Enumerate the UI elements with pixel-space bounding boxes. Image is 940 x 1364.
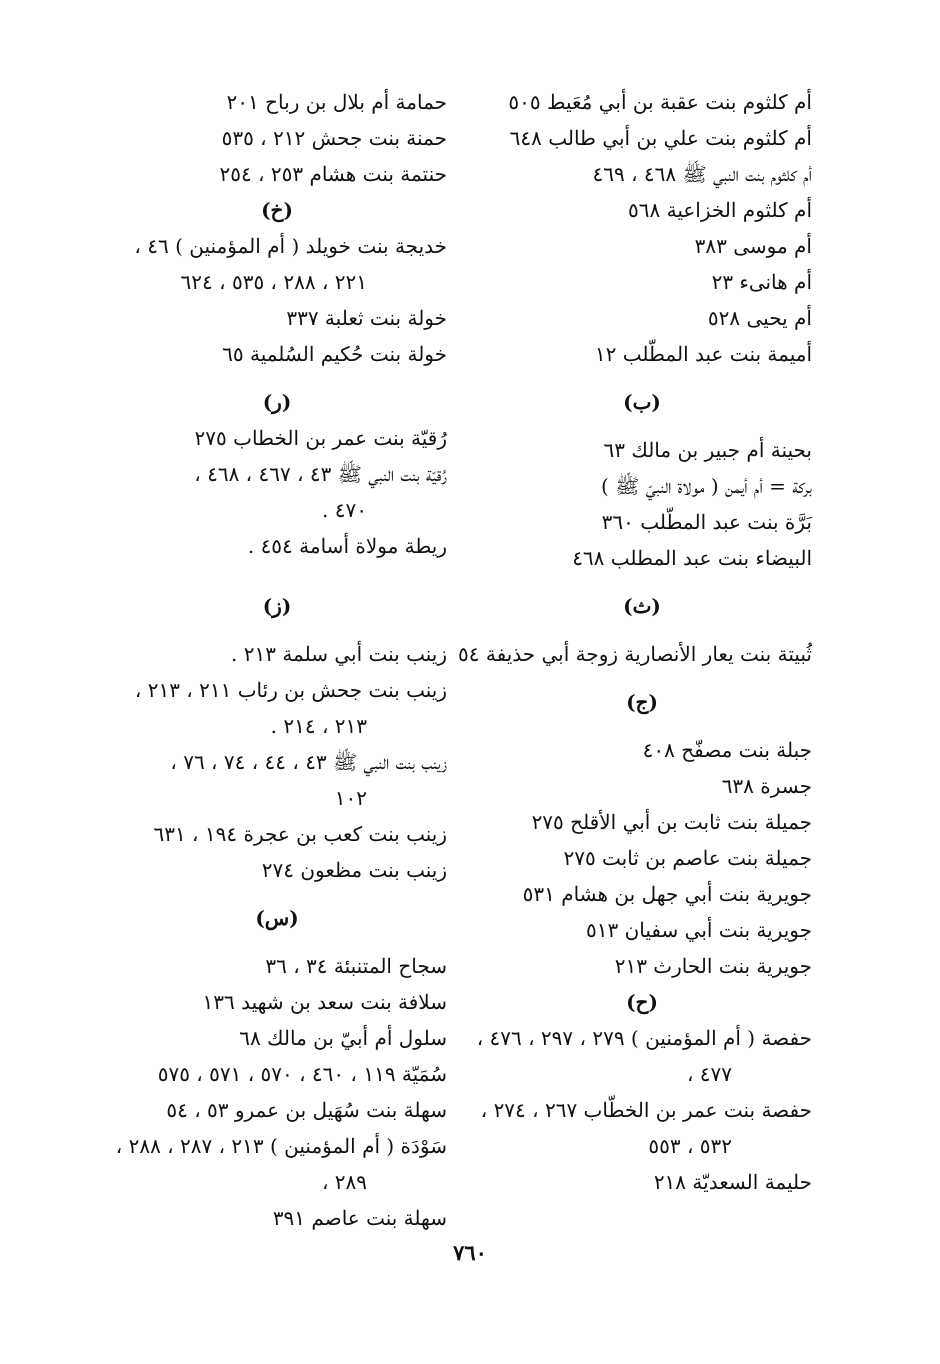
letter-heading-sin: (س) [255, 906, 299, 930]
index-entry: ريطة مولاة أسامة ٤٥٤ . [247, 534, 447, 558]
index-entry: رُقيّة بنت عمر بن الخطاب ٢٧٥ [194, 426, 447, 450]
index-entry: جسرة ٦٣٨ [721, 774, 812, 798]
index-entry: أم موسى ٣٨٣ [694, 234, 812, 258]
letter-heading-ba: (ب) [623, 390, 661, 414]
index-entry: أم كلثوم بنت علي بن أبي طالب ٦٤٨ [509, 126, 812, 150]
index-entry: حفصة ( أم المؤمنين ) ٢٧٩ ، ٢٩٧ ، ٤٧٦ ، [476, 1026, 812, 1050]
index-entry: سهلة بنت سُهَيل بن عمرو ٥٣ ، ٥٤ [166, 1098, 447, 1122]
left-column [107, 84, 447, 1236]
index-entry-continued: ٤٧٠ . [322, 498, 367, 522]
index-entry: حمامة أم بلال بن رباح ٢٠١ [226, 90, 447, 114]
index-entry: جويرية بنت أبي سفيان ٥١٣ [586, 918, 812, 942]
index-entry: زينب بنت مظعون ٢٧٤ [261, 858, 447, 882]
index-entry: حليمة السعديّة ٢١٨ [653, 1170, 812, 1194]
index-entry: أم كلثوم بنت النبي ﷺ ٤٦٨ ، ٤٦٩ [592, 162, 812, 186]
index-entry: أميمة بنت عبد المطّلب ١٢ [594, 342, 812, 366]
index-entry: زينب بنت أبي سلمة ٢١٣ . [231, 642, 447, 666]
index-entry-continued: ٥٣٢ ، ٥٥٣ [648, 1134, 732, 1158]
index-entry: سلافة بنت سعد بن شهيد ١٣٦ [202, 990, 447, 1014]
index-entry: جويرية بنت أبي جهل بن هشام ٥٣١ [522, 882, 812, 906]
index-entry: سجاح المتنبئة ٣٤ ، ٣٦ [265, 954, 447, 978]
index-entry-continued: ٤٧٧ ، [686, 1062, 732, 1086]
index-entry: سهلة بنت عاصم ٣٩١ [272, 1206, 447, 1230]
index-entry: أم يحيى ٥٢٨ [707, 306, 812, 330]
index-entry: حنتمة بنت هشام ٢٥٣ ، ٢٥٤ [219, 162, 447, 186]
index-entry: أم هانىء ٢٣ [711, 270, 812, 294]
letter-heading-ra: (ر) [262, 390, 292, 414]
index-entry: خديجة بنت خويلد ( أم المؤمنين ) ٤٦ ، [134, 234, 447, 258]
index-entry: خولة بنت ثعلبة ٣٣٧ [286, 306, 447, 330]
index-entry: سُمَيّة ١١٩ ، ٤٦٠ ، ٥٧٠ ، ٥٧١ ، ٥٧٥ [157, 1062, 447, 1086]
index-entry: زينب بنت كعب بن عجرة ١٩٤ ، ٦٣١ [153, 822, 447, 846]
index-entry: سَوْدَة ( أم المؤمنين ) ٢١٣ ، ٢٨٧ ، ٢٨٨ ، [115, 1134, 447, 1158]
index-entry: جميلة بنت عاصم بن ثابت ٢٧٥ [563, 846, 812, 870]
index-entry: أم كلثوم بنت عقبة بن أبي مُعَيط ٥٠٥ [508, 90, 812, 114]
index-entry: جبلة بنت مصفّح ٤٠٨ [642, 738, 812, 762]
index-entry: حفصة بنت عمر بن الخطّاب ٢٦٧ ، ٢٧٤ ، [480, 1098, 812, 1122]
index-entry-continued: ١٠٢ [334, 786, 367, 810]
index-entry: جميلة بنت ثابت بن أبي الأقلح ٢٧٥ [531, 810, 812, 834]
index-entry: سلول أم أبيّ بن مالك ٦٨ [239, 1026, 447, 1050]
index-entry: ثُبيتة بنت يعار الأنصارية زوجة أبي حذيفة ٥٤ [458, 642, 812, 666]
index-entry-continued: ٢٨٩ ، [321, 1170, 367, 1194]
index-entry: بَرَّة بنت عبد المطّلب ٣٦٠ [601, 510, 812, 534]
index-entry: رُقيّة بنت النبي ﷺ ٤٣ ، ٤٦٧ ، ٤٦٨ ، [194, 462, 447, 486]
letter-heading-zay: (ز) [262, 594, 292, 618]
right-column [458, 84, 812, 1200]
index-entry: بحينة أم جبير بن مالك ٦٣ [603, 438, 812, 462]
index-entry: بركة = أم أيمن ( مولاة النبيّ ﷺ ) [601, 474, 812, 498]
index-entry: زينب بنت جحش بن رئاب ٢١١ ، ٢١٣ ، [134, 678, 447, 702]
index-entry: زينب بنت النبي ﷺ ٤٣ ، ٤٤ ، ٧٤ ، ٧٦ ، [170, 750, 447, 774]
letter-heading-tha: (ث) [623, 594, 661, 618]
index-entry: البيضاء بنت عبد المطلب ٤٦٨ [572, 546, 812, 570]
page-number: ٧٦٠ [453, 1240, 487, 1265]
index-entry: جويرية بنت الحارث ٢١٣ [614, 954, 812, 978]
index-entry: خولة بنت حُكيم السُلمية ٦٥ [222, 342, 447, 366]
index-entry-continued: ٢٢١ ، ٢٨٨ ، ٥٣٥ ، ٦٢٤ [180, 270, 367, 294]
letter-heading-ha: (ح) [626, 990, 658, 1014]
index-entry-continued: ٢١٣ ، ٢١٤ . [270, 714, 367, 738]
letter-heading-jim: (ج) [626, 690, 658, 714]
index-entry: حمنة بنت جحش ٢١٢ ، ٥٣٥ [221, 126, 447, 150]
index-entry: أم كلثوم الخزاعية ٥٦٨ [628, 198, 812, 222]
letter-heading-kha: (خ) [261, 198, 293, 222]
